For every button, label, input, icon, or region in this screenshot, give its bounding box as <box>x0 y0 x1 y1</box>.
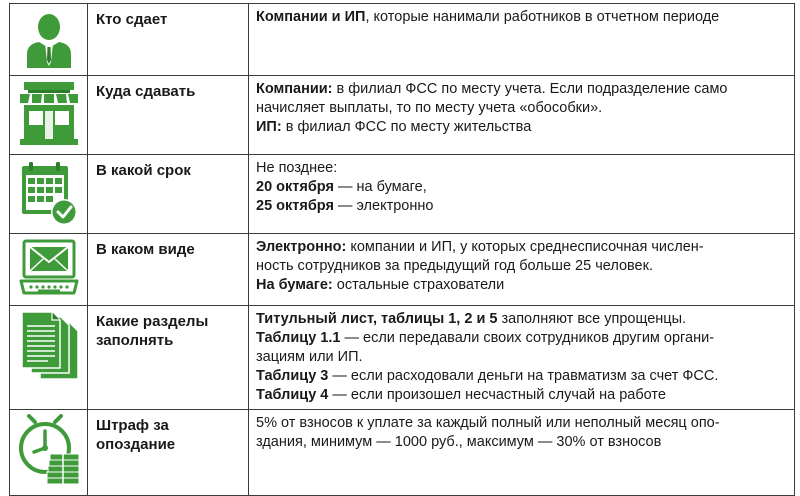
row-description <box>249 155 795 234</box>
bold-text: Электронно: <box>256 239 347 255</box>
row-description <box>249 76 795 155</box>
description-line <box>256 99 788 118</box>
bold-text: 25 октября <box>256 198 334 214</box>
text: — если расходовали деньги на травматизм за счет ФСС. <box>328 368 719 384</box>
table-row <box>10 76 795 155</box>
bold-text: 20 октября <box>256 179 334 195</box>
description-line <box>256 80 788 99</box>
text: — электронно <box>333 198 434 214</box>
row-label: В какой срок <box>88 155 249 234</box>
description-line <box>256 197 788 216</box>
text: 5% от взносов к уплате за каждый полный или неполный месяц опо- <box>256 415 720 431</box>
bold-text: ИП: <box>256 119 282 135</box>
text: компании и ИП, у которых среднесписочная числен- <box>346 239 704 255</box>
table-row <box>10 410 795 496</box>
row-description <box>249 4 795 76</box>
bold-text: На бумаге: <box>256 277 333 293</box>
description-line <box>256 118 788 137</box>
table-row <box>10 155 795 234</box>
text: начисляет выплаты, то по месту учета «обособки». <box>256 100 603 116</box>
row-description <box>249 306 795 410</box>
description-line <box>256 276 788 295</box>
text: — если передавали своих сотрудников другим органи- <box>340 330 715 346</box>
description-line <box>256 414 788 433</box>
bold-text: Компании: <box>256 81 333 97</box>
text: зациям или ИП. <box>256 349 363 365</box>
description-line <box>256 159 788 178</box>
clock-money-icon <box>17 414 81 486</box>
text: здания, минимум — 1000 руб., максимум — 30% от взносов <box>256 434 662 450</box>
description-line <box>256 238 788 257</box>
bold-text: Таблицу 1.1 <box>256 330 341 346</box>
description-line <box>256 386 788 405</box>
text: — на бумаге, <box>333 179 427 195</box>
description-line <box>256 367 788 386</box>
person-icon <box>23 10 75 68</box>
text: ность сотрудников за предыдущий год больше 25 человек. <box>256 258 653 274</box>
info-table <box>9 3 795 496</box>
row-description <box>249 234 795 306</box>
row-description <box>249 410 795 496</box>
table-row <box>10 306 795 410</box>
description-line <box>256 310 788 329</box>
bold-text: Таблицу 3 <box>256 368 329 384</box>
bold-text: Титульный лист, таблицы 1, 2 и 5 <box>256 311 498 327</box>
table-row <box>10 234 795 306</box>
row-label: Куда сдавать <box>88 76 249 155</box>
row-label: Какие разделы заполнять <box>88 306 249 410</box>
row-label: Штраф за опоздание <box>88 410 249 496</box>
description-line <box>256 257 788 276</box>
calendar-check-icon <box>18 160 80 226</box>
text: — если произошел несчастный случай на работе <box>328 387 666 403</box>
text: в филиал ФСС по месту жительства <box>281 119 532 135</box>
description-line <box>256 8 788 27</box>
bold-text: Таблицу 4 <box>256 387 329 403</box>
row-label: В каком виде <box>88 234 249 306</box>
table-row <box>10 4 795 76</box>
text: , которые нанимали работников в отчетном периоде <box>365 9 720 25</box>
computer-mail-icon <box>18 239 80 297</box>
documents-icon <box>18 311 80 383</box>
description-line <box>256 329 788 348</box>
text: Не позднее: <box>256 160 338 176</box>
description-line <box>256 433 788 452</box>
description-line <box>256 348 788 367</box>
text: заполняют все упрощенцы. <box>497 311 687 327</box>
row-label: Кто сдает <box>88 4 249 76</box>
description-line <box>256 178 788 197</box>
text: в филиал ФСС по месту учета. Если подразделение само <box>332 81 728 97</box>
text: остальные страхователи <box>332 277 505 293</box>
bold-text: Компании и ИП <box>256 9 366 25</box>
building-icon <box>18 80 80 146</box>
